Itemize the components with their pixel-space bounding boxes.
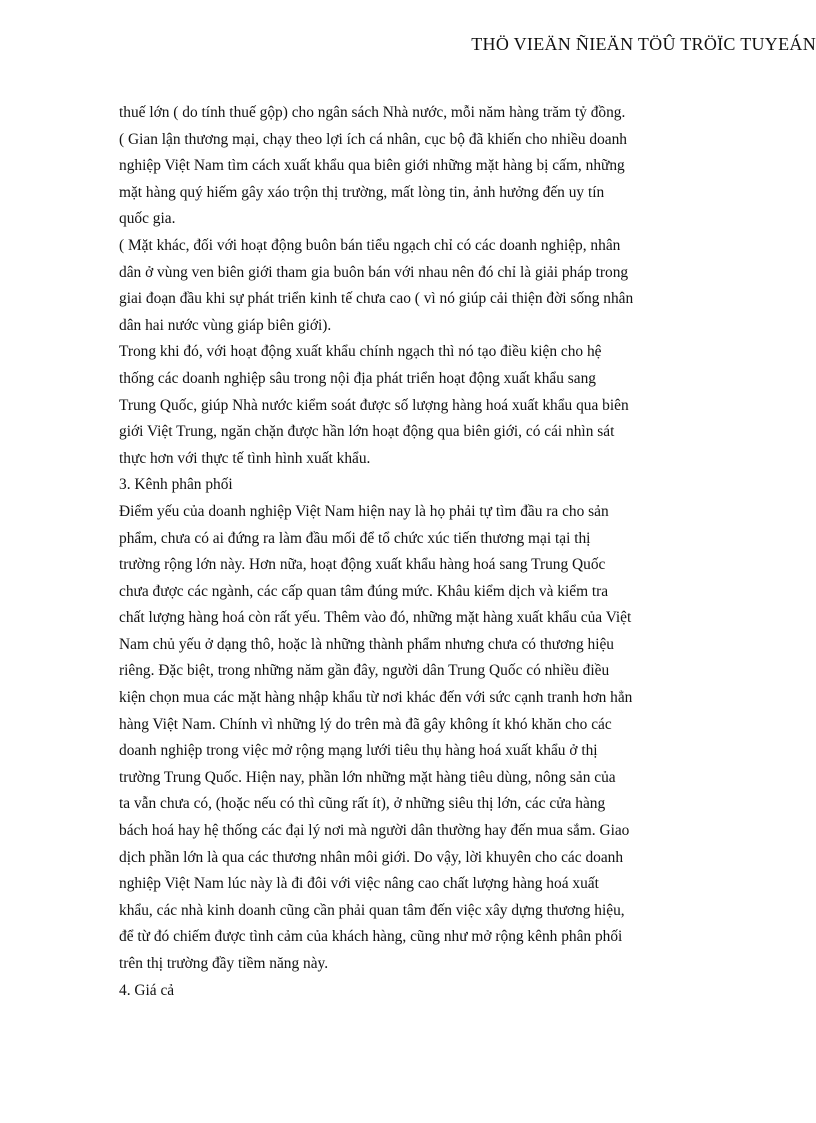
body-line: giai đoạn đầu khi sự phát triển kinh tế chưa cao ( vì nó giúp cải thiện đời sống nhân bbox=[119, 290, 634, 308]
body-line: kiện chọn mua các mặt hàng nhập khẩu từ nơi khác đến với sức cạnh tranh hơn hẳn bbox=[119, 689, 633, 707]
body-line: chất lượng hàng hoá còn rất yếu. Thêm vào đó, những mặt hàng xuất khẩu của Việt bbox=[119, 609, 632, 627]
body-line: trường rộng lớn này. Hơn nữa, hoạt động xuất khẩu hàng hoá sang Trung Quốc bbox=[119, 556, 606, 574]
body-line: ( Gian lận thương mại, chạy theo lợi ích cá nhân, cục bộ đã khiến cho nhiều doanh bbox=[119, 130, 627, 148]
body-line: phẩm, chưa có ai đứng ra làm đầu mối để tổ chức xúc tiến thương mại tại thị bbox=[119, 529, 591, 547]
body-line: nghiệp Việt Nam lúc này là đi đôi với việc nâng cao chất lượng hàng hoá xuất bbox=[119, 875, 599, 893]
body-line: dân ở vùng ven biên giới tham gia buôn bán với nhau nên đó chỉ là giải pháp trong bbox=[119, 263, 629, 281]
body-line: trường Trung Quốc. Hiện nay, phần lớn những mặt hàng tiêu dùng, nông sản của bbox=[119, 768, 616, 786]
body-line: bách hoá hay hệ thống các đại lý nơi mà người dân thường hay đến mua sắm. Giao bbox=[119, 822, 630, 840]
body-line: khẩu, các nhà kinh doanh cũng cần phải quan tâm đến việc xây dựng thương hiệu, bbox=[119, 901, 625, 919]
body-line: mặt hàng quý hiếm gây xáo trộn thị trường, mất lòng tin, ảnh hưởng đến uy tín bbox=[119, 183, 605, 201]
body-line: để từ đó chiếm được tình cảm của khách hàng, cũng như mở rộng kênh phân phối bbox=[119, 928, 623, 946]
body-line: hàng Việt Nam. Chính vì những lý do trên mà đã gây không ít khó khăn cho các bbox=[119, 715, 612, 733]
body-line: thực hơn với thực tế tình hình xuất khẩu. bbox=[119, 449, 371, 467]
body-line: chưa được các ngành, các cấp quan tâm đúng mức. Khâu kiểm dịch và kiểm tra bbox=[119, 582, 609, 600]
body-line: thuế lớn ( do tính thuế gộp) cho ngân sách Nhà nước, mỗi năm hàng trăm tỷ đồng. bbox=[119, 104, 626, 121]
body-line: Trung Quốc, giúp Nhà nước kiểm soát được số lượng hàng hoá xuất khẩu qua biên bbox=[119, 396, 629, 414]
body-line: doanh nghiệp trong việc mở rộng mạng lưới tiêu thụ hàng hoá xuất khẩu ở thị bbox=[119, 742, 598, 760]
body-line: quốc gia. bbox=[119, 210, 176, 228]
body-line: dịch phần lớn là qua các thương nhân môi giới. Do vậy, lời khuyên cho các doanh bbox=[119, 848, 624, 866]
section-heading: 4. Giá cả bbox=[119, 981, 175, 999]
body-line: ta vẫn chưa có, (hoặc nếu có thì cũng rất ít), ở những siêu thị lớn, các cửa hàng bbox=[119, 795, 606, 813]
body-line: nghiệp Việt Nam tìm cách xuất khẩu qua biên giới những mặt hàng bị cấm, những bbox=[119, 157, 625, 175]
body-line: trên thị trường đầy tiềm năng này. bbox=[119, 955, 329, 972]
section-heading: 3. Kênh phân phối bbox=[119, 476, 233, 494]
body-line: giới Việt Trung, ngăn chặn được hần lớn hoạt động qua biên giới, có cái nhìn sát bbox=[119, 423, 615, 441]
body-line: thống các doanh nghiệp sâu trong nội địa phát triển hoạt động xuất khẩu sang bbox=[119, 369, 596, 387]
document-body bbox=[119, 100, 704, 1004]
body-line: ( Mặt khác, đối với hoạt động buôn bán tiểu ngạch chỉ có các doanh nghiệp, nhân bbox=[119, 236, 621, 254]
body-line: riêng. Đặc biệt, trong những năm gần đây, người dân Trung Quốc có nhiều điều bbox=[119, 662, 610, 680]
body-line: Trong khi đó, với hoạt động xuất khẩu chính ngạch thì nó tạo điều kiện cho hệ bbox=[119, 343, 602, 361]
body-line: dân hai nước vùng giáp biên giới). bbox=[119, 316, 332, 334]
page-header-title: THÖ VIEÄN ÑIEÄN TÖÛ TRÖÏC TUYEÁN bbox=[471, 34, 816, 54]
body-line: Nam chủ yếu ở dạng thô, hoặc là những thành phẩm nhưng chưa có thương hiệu bbox=[119, 635, 615, 653]
body-line: Điểm yếu của doanh nghiệp Việt Nam hiện nay là họ phải tự tìm đầu ra cho sản bbox=[119, 502, 609, 520]
